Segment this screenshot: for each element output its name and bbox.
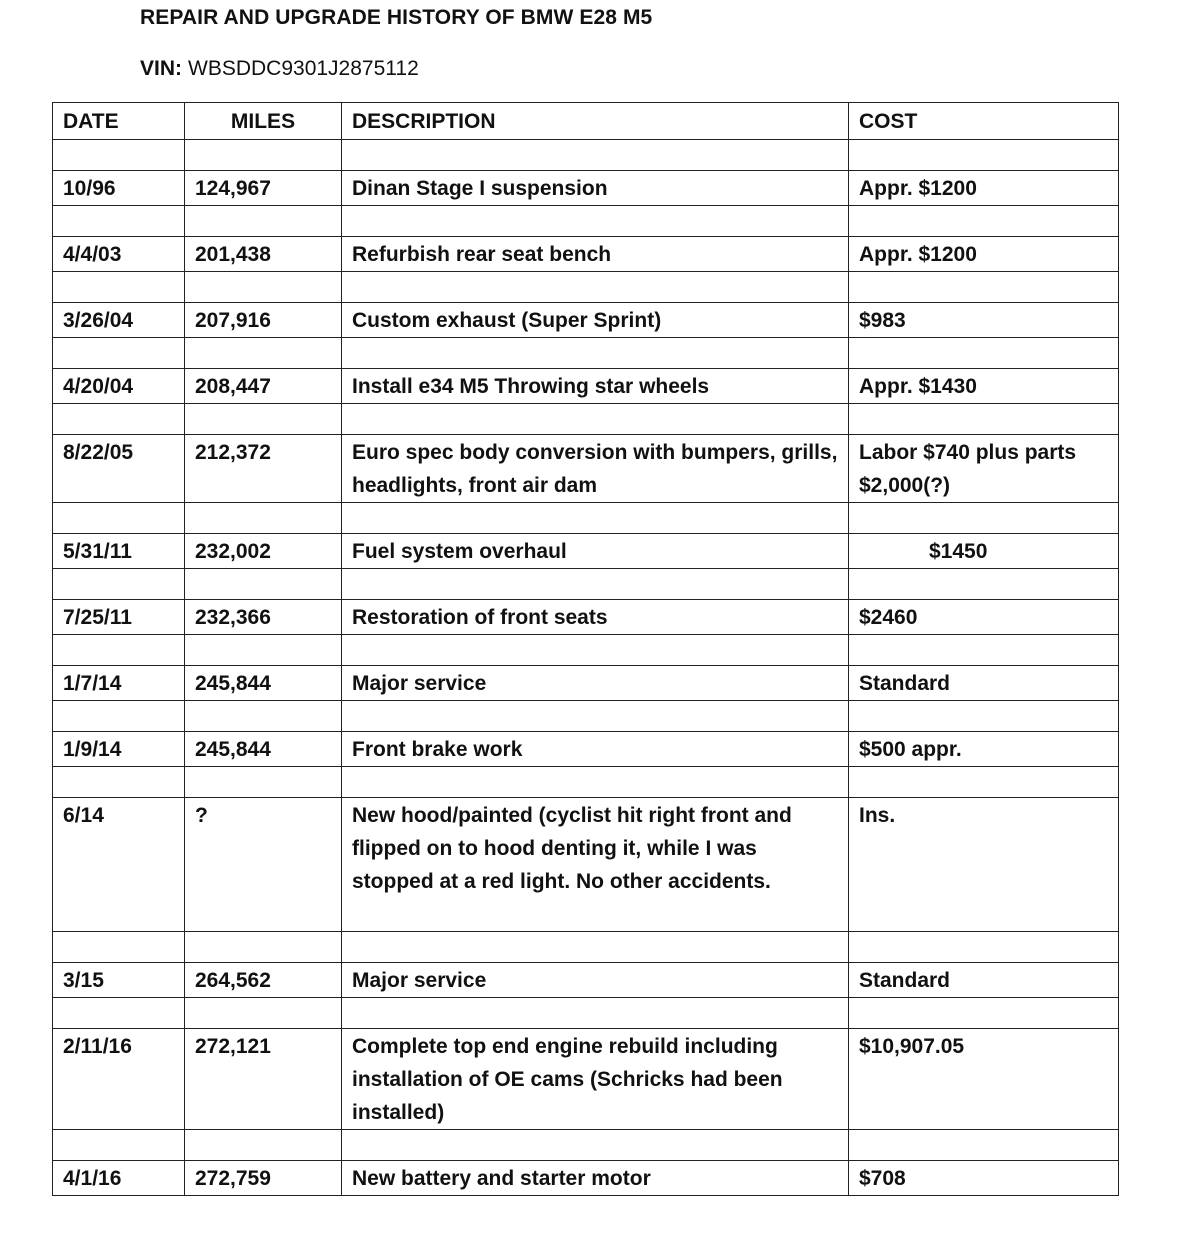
row-cost: Standard	[849, 963, 1119, 998]
empty-cell	[342, 272, 849, 303]
empty-cell	[342, 569, 849, 600]
empty-cell	[53, 998, 185, 1029]
row-cost: $2460	[849, 600, 1119, 635]
row-date: 4/4/03	[53, 237, 185, 272]
empty-cell	[185, 998, 342, 1029]
row-miles: 245,844	[185, 666, 342, 701]
row-description: Major service	[342, 963, 849, 998]
table-row	[53, 171, 1119, 206]
table-row	[53, 1029, 1119, 1130]
row-miles: 212,372	[185, 435, 342, 503]
row-description: Restoration of front seats	[342, 600, 849, 635]
row-date: 10/96	[53, 171, 185, 206]
row-miles: 232,366	[185, 600, 342, 635]
spacer-row	[53, 404, 1119, 435]
empty-cell	[53, 272, 185, 303]
empty-cell	[53, 503, 185, 534]
empty-cell	[53, 569, 185, 600]
vin-line	[140, 57, 419, 81]
row-description: Install e34 M5 Throwing star wheels	[342, 369, 849, 404]
row-cost: $983	[849, 303, 1119, 338]
table-row	[53, 435, 1119, 503]
row-description: Front brake work	[342, 732, 849, 767]
row-description: Euro spec body conversion with bumpers, grills, headlights, front air dam	[342, 435, 849, 503]
row-date: 4/1/16	[53, 1161, 185, 1196]
empty-cell	[342, 140, 849, 171]
empty-cell	[849, 140, 1119, 171]
empty-cell	[342, 932, 849, 963]
empty-cell	[53, 1130, 185, 1161]
empty-cell	[53, 932, 185, 963]
row-miles: 208,447	[185, 369, 342, 404]
spacer-row	[53, 1130, 1119, 1161]
spacer-row	[53, 140, 1119, 171]
empty-cell	[342, 338, 849, 369]
table-row	[53, 732, 1119, 767]
empty-cell	[185, 635, 342, 666]
header-cost: COST	[849, 103, 1119, 140]
empty-cell	[849, 1130, 1119, 1161]
row-cost: Labor $740 plus parts $2,000(?)	[849, 435, 1119, 503]
table-row	[53, 534, 1119, 569]
empty-cell	[53, 404, 185, 435]
empty-cell	[185, 932, 342, 963]
empty-cell	[849, 272, 1119, 303]
row-cost: $500 appr.	[849, 732, 1119, 767]
table-row	[53, 600, 1119, 635]
empty-cell	[849, 932, 1119, 963]
row-description: Complete top end engine rebuild including installation of OE cams (Schricks had been installed)	[342, 1029, 849, 1130]
row-date: 2/11/16	[53, 1029, 185, 1130]
row-description: Fuel system overhaul	[342, 534, 849, 569]
row-cost: $1450	[849, 534, 1119, 569]
empty-cell	[185, 701, 342, 732]
spacer-row	[53, 569, 1119, 600]
table-row	[53, 798, 1119, 932]
row-date: 1/7/14	[53, 666, 185, 701]
empty-cell	[849, 998, 1119, 1029]
empty-cell	[342, 998, 849, 1029]
vin-label: VIN:	[140, 57, 182, 80]
empty-cell	[849, 206, 1119, 237]
empty-cell	[849, 635, 1119, 666]
document-title: REPAIR AND UPGRADE HISTORY OF BMW E28 M5	[140, 6, 653, 29]
spacer-row	[53, 503, 1119, 534]
row-description: Dinan Stage I suspension	[342, 171, 849, 206]
row-miles: 207,916	[185, 303, 342, 338]
header-date: DATE	[53, 103, 185, 140]
row-cost: $10,907.05	[849, 1029, 1119, 1130]
header-description: DESCRIPTION	[342, 103, 849, 140]
row-description: Refurbish rear seat bench	[342, 237, 849, 272]
empty-cell	[185, 206, 342, 237]
row-date: 3/26/04	[53, 303, 185, 338]
row-description: Major service	[342, 666, 849, 701]
row-miles: 264,562	[185, 963, 342, 998]
table-header-row	[53, 103, 1119, 140]
row-cost: Appr. $1430	[849, 369, 1119, 404]
empty-cell	[342, 767, 849, 798]
empty-cell	[53, 140, 185, 171]
vin-value: WBSDDC9301J2875112	[188, 57, 419, 80]
header-miles: MILES	[185, 103, 342, 140]
spacer-row	[53, 272, 1119, 303]
table-row	[53, 963, 1119, 998]
spacer-row	[53, 701, 1119, 732]
row-miles: ?	[185, 798, 342, 932]
empty-cell	[849, 338, 1119, 369]
spacer-row	[53, 932, 1119, 963]
empty-cell	[342, 635, 849, 666]
empty-cell	[53, 767, 185, 798]
empty-cell	[185, 767, 342, 798]
row-cost: Ins.	[849, 798, 1119, 932]
row-date: 1/9/14	[53, 732, 185, 767]
row-miles: 272,759	[185, 1161, 342, 1196]
empty-cell	[342, 1130, 849, 1161]
row-cost: Standard	[849, 666, 1119, 701]
empty-cell	[342, 404, 849, 435]
spacer-row	[53, 767, 1119, 798]
empty-cell	[185, 503, 342, 534]
empty-cell	[185, 569, 342, 600]
table-row	[53, 303, 1119, 338]
row-miles: 272,121	[185, 1029, 342, 1130]
spacer-row	[53, 998, 1119, 1029]
table-row	[53, 369, 1119, 404]
row-description: New battery and starter motor	[342, 1161, 849, 1196]
empty-cell	[342, 701, 849, 732]
row-miles: 124,967	[185, 171, 342, 206]
spacer-row	[53, 338, 1119, 369]
empty-cell	[849, 404, 1119, 435]
row-miles: 245,844	[185, 732, 342, 767]
table-row	[53, 666, 1119, 701]
row-date: 7/25/11	[53, 600, 185, 635]
table-row	[53, 237, 1119, 272]
row-date: 5/31/11	[53, 534, 185, 569]
row-miles: 232,002	[185, 534, 342, 569]
empty-cell	[53, 206, 185, 237]
empty-cell	[185, 272, 342, 303]
row-date: 3/15	[53, 963, 185, 998]
row-description: New hood/painted (cyclist hit right front and flipped on to hood denting it, while I was stopped at a red light. No other accidents.	[342, 798, 849, 932]
empty-cell	[849, 569, 1119, 600]
table-row	[53, 1161, 1119, 1196]
row-description: Custom exhaust (Super Sprint)	[342, 303, 849, 338]
empty-cell	[185, 338, 342, 369]
empty-cell	[849, 767, 1119, 798]
empty-cell	[185, 140, 342, 171]
row-date: 8/22/05	[53, 435, 185, 503]
empty-cell	[342, 503, 849, 534]
empty-cell	[185, 1130, 342, 1161]
empty-cell	[342, 206, 849, 237]
spacer-row	[53, 206, 1119, 237]
empty-cell	[53, 635, 185, 666]
row-date: 6/14	[53, 798, 185, 932]
row-cost: Appr. $1200	[849, 237, 1119, 272]
empty-cell	[185, 404, 342, 435]
row-cost: $708	[849, 1161, 1119, 1196]
empty-cell	[53, 338, 185, 369]
row-miles: 201,438	[185, 237, 342, 272]
spacer-row	[53, 635, 1119, 666]
empty-cell	[849, 503, 1119, 534]
empty-cell	[53, 701, 185, 732]
history-table	[52, 102, 1119, 1196]
row-date: 4/20/04	[53, 369, 185, 404]
empty-cell	[849, 701, 1119, 732]
row-cost: Appr. $1200	[849, 171, 1119, 206]
